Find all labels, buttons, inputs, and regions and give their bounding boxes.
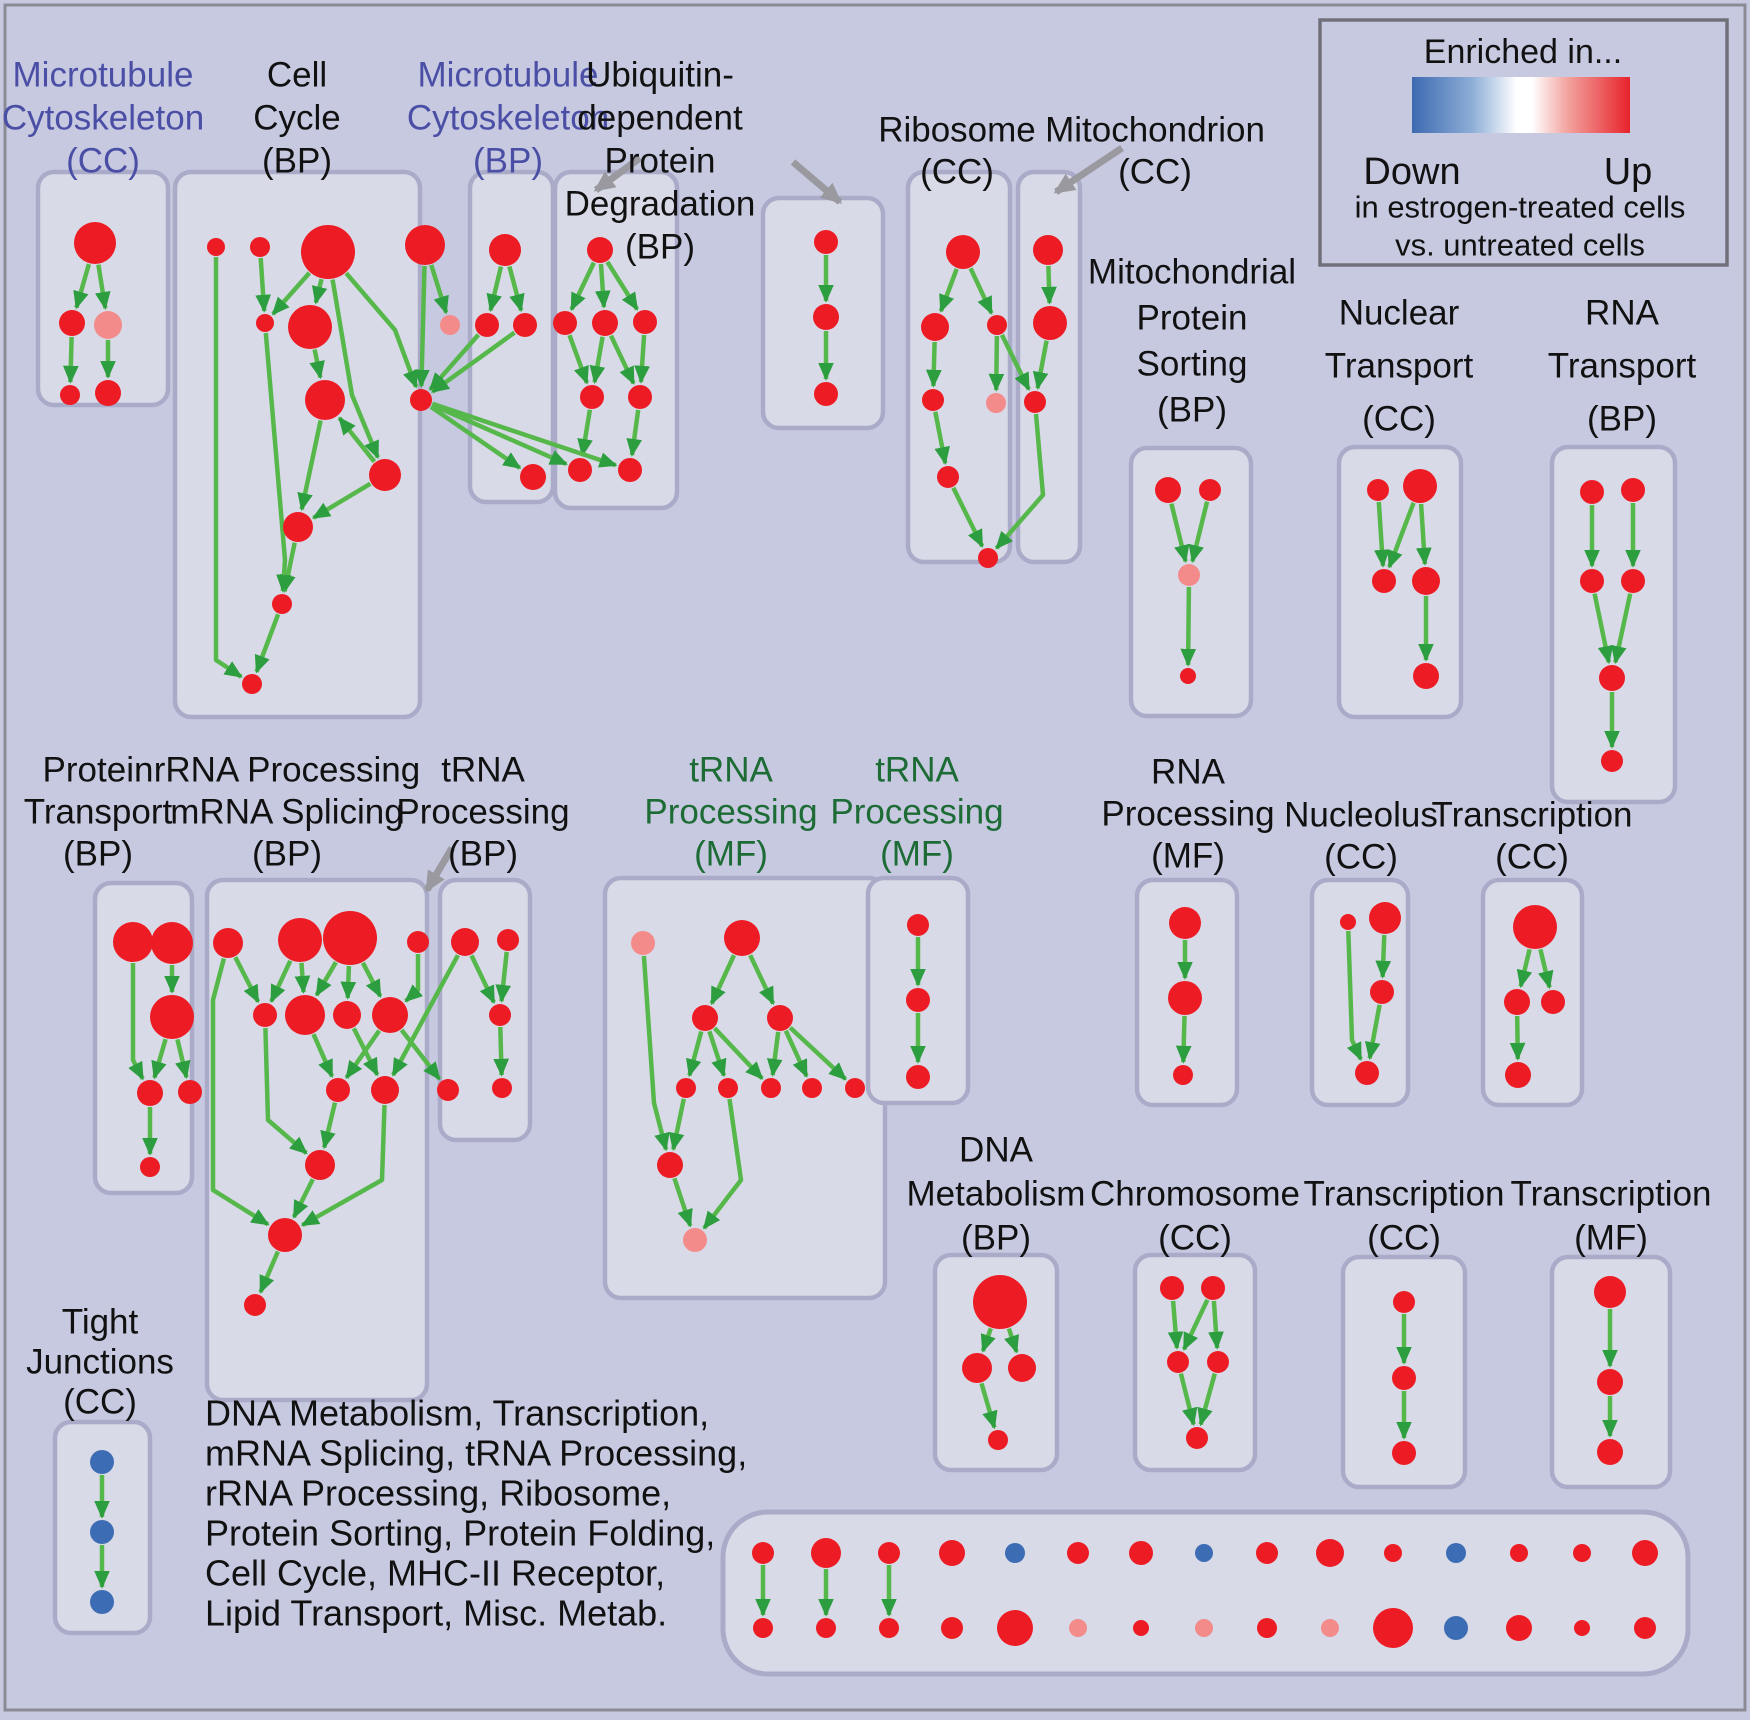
legend-color-gradient-bar — [1412, 77, 1630, 133]
go-term-node-trna_mf_big-3 — [767, 1005, 793, 1031]
edge — [641, 335, 644, 382]
go-term-node-trna_mf_big-6 — [761, 1078, 781, 1098]
summary-node-bottom-6 — [1133, 1620, 1149, 1636]
go-term-node-ubi_narrow-0 — [814, 230, 838, 254]
misc-category-list-line: DNA Metabolism, Transcription, — [205, 1392, 710, 1434]
edge — [1183, 1016, 1184, 1062]
summary-node-top-8 — [1256, 1542, 1278, 1564]
go-term-node-rna_transport-2 — [1580, 569, 1604, 593]
cluster-label-rna_processing_mf: RNA — [1151, 752, 1225, 792]
go-term-node-trna_mf_big-4 — [676, 1078, 696, 1098]
cluster-label-ubi_wide: dependent — [577, 98, 743, 138]
edge — [1517, 1016, 1518, 1059]
go-term-node-mt_bp-1 — [475, 313, 499, 337]
summary-node-bottom-14 — [1634, 1617, 1656, 1639]
cluster-label-rna_transport: RNA — [1585, 293, 1659, 333]
go-term-node-ribosome-6 — [978, 548, 998, 568]
cluster-label-ubi_wide: Protein — [604, 141, 716, 181]
go-term-node-ubi_wide-2 — [592, 310, 618, 336]
go-term-node-ubi_wide-7 — [618, 458, 642, 482]
go-term-node-chromosome-1 — [1201, 1276, 1225, 1300]
cluster-label-rna_transport: Transport — [1547, 346, 1697, 386]
cluster-label-mps: Protein — [1136, 298, 1248, 338]
go-term-node-ubi_wide-1 — [553, 311, 577, 335]
go-term-node-cell_cycle-2 — [301, 225, 355, 279]
cluster-label-nucleolus: Nucleolus — [1284, 795, 1438, 835]
go-term-node-cell_cycle-11 — [272, 594, 292, 614]
edge — [996, 336, 997, 390]
legend-caption-line2: vs. untreated cells — [1395, 227, 1645, 263]
cluster-label-trna_mf_big: Processing — [644, 792, 818, 832]
go-term-node-mitochondrion-1 — [1033, 306, 1067, 340]
go-term-node-trna_mf_big-9 — [657, 1152, 683, 1178]
edge — [601, 264, 604, 307]
go-term-node-mt_bp-3 — [520, 464, 546, 490]
go-term-node-rrna-11 — [268, 1218, 302, 1252]
go-term-node-ubi_wide-4 — [580, 385, 604, 409]
go-term-node-transcription_cc1-0 — [1513, 905, 1557, 949]
go-term-node-rna_processing_mf-2 — [1173, 1065, 1193, 1085]
cluster-label-ubi_wide: Ubiquitin- — [586, 55, 734, 95]
summary-node-bottom-7 — [1195, 1619, 1213, 1637]
go-term-node-ubi_wide-5 — [628, 385, 652, 409]
summary-node-top-3 — [939, 1540, 965, 1566]
summary-node-top-14 — [1632, 1540, 1658, 1566]
go-term-node-rna_transport-4 — [1599, 665, 1625, 691]
go-term-node-trna_bp-3 — [437, 1079, 459, 1101]
go-term-node-rrna-1 — [278, 918, 322, 962]
go-term-node-trna_mf_big-7 — [802, 1078, 822, 1098]
summary-node-bottom-1 — [816, 1618, 836, 1638]
cluster-label-protein_transport: Protein — [42, 750, 154, 790]
cluster-label-dna_metabolism: (BP) — [961, 1218, 1031, 1258]
cluster-label-tight_junctions: Junctions — [26, 1342, 174, 1382]
go-term-node-protein_transport-4 — [178, 1080, 202, 1104]
edge — [302, 963, 304, 992]
go-term-node-cell_cycle-0 — [207, 238, 225, 256]
go-term-node-trna_bp-0 — [451, 928, 479, 956]
cluster-box-rna_transport — [1552, 447, 1675, 802]
go-term-node-tight_junctions-1 — [90, 1520, 114, 1544]
go-term-node-mt_cc-4 — [95, 380, 121, 406]
go-term-node-transcription_cc2-1 — [1392, 1366, 1416, 1390]
go-term-node-transcription_cc2-2 — [1392, 1441, 1416, 1465]
summary-node-top-0 — [752, 1542, 774, 1564]
cluster-label-rna_processing_mf: (MF) — [1151, 836, 1225, 876]
edge — [1383, 935, 1385, 977]
go-term-node-mt_bp-2 — [513, 313, 537, 337]
go-term-node-protein_transport-5 — [140, 1157, 160, 1177]
go-term-node-transcription_cc1-3 — [1505, 1062, 1531, 1088]
go-term-node-rna_processing_mf-1 — [1168, 981, 1202, 1015]
go-term-node-ubi_narrow-1 — [813, 304, 839, 330]
cluster-label-rrna: mRNA Splicing — [170, 792, 404, 832]
go-term-node-cell_cycle-12 — [242, 674, 262, 694]
legend-title: Enriched in... — [1423, 33, 1623, 71]
cluster-label-trna_bp: tRNA — [441, 750, 525, 790]
go-term-node-cell_cycle-3 — [405, 225, 445, 265]
cluster-box-rrna — [207, 880, 427, 1400]
go-term-node-trna_mf_big-2 — [692, 1005, 718, 1031]
misc-category-list-line: Lipid Transport, Misc. Metab. — [205, 1592, 668, 1634]
go-term-node-ribosome-4 — [986, 393, 1006, 413]
legend-down-label: Down — [1363, 151, 1461, 193]
go-term-node-transcription_mf-1 — [1597, 1369, 1623, 1395]
go-term-node-ubi_narrow-2 — [814, 382, 838, 406]
go-term-node-nuclear_transport-3 — [1412, 567, 1440, 595]
go-term-node-mt_cc-1 — [59, 310, 85, 336]
go-term-node-rna_transport-3 — [1621, 569, 1645, 593]
cluster-box-mitochondrion — [1018, 172, 1080, 562]
cluster-label-trna_mf_big: (MF) — [694, 834, 768, 874]
go-term-node-ubi_wide-6 — [568, 458, 592, 482]
go-term-node-trna_mf_big-5 — [718, 1078, 738, 1098]
cluster-label-chromosome: (CC) — [1158, 1218, 1232, 1258]
go-term-node-transcription_cc1-1 — [1504, 989, 1530, 1015]
edge — [500, 1027, 501, 1075]
cluster-label-trna_mf_big: tRNA — [689, 750, 773, 790]
go-term-node-mps-3 — [1180, 668, 1196, 684]
cluster-label-mt_bp: (BP) — [473, 141, 543, 181]
cluster-label-cell_cycle: (BP) — [262, 141, 332, 181]
go-term-node-trna_bp-1 — [497, 929, 519, 951]
go-term-node-ribosome-0 — [946, 235, 980, 269]
summary-node-bottom-8 — [1257, 1618, 1277, 1638]
summary-node-bottom-11 — [1444, 1616, 1468, 1640]
summary-node-bottom-3 — [941, 1617, 963, 1639]
go-term-node-rrna-2 — [323, 911, 377, 965]
go-term-node-rrna-9 — [371, 1076, 399, 1104]
go-term-node-rna_transport-5 — [1601, 750, 1623, 772]
cluster-label-dna_metabolism: Metabolism — [906, 1174, 1086, 1214]
go-term-node-trna_mf_small-0 — [907, 914, 929, 936]
legend-up-label: Up — [1603, 151, 1653, 193]
go-term-node-protein_transport-1 — [151, 922, 193, 964]
cluster-label-rna_transport: (BP) — [1587, 399, 1657, 439]
go-term-node-dna_metabolism-0 — [973, 1275, 1027, 1329]
cluster-label-nuclear_transport: Transport — [1324, 346, 1474, 386]
go-term-node-tight_junctions-2 — [90, 1590, 114, 1614]
legend-caption-line1: in estrogen-treated cells — [1354, 189, 1686, 225]
cluster-label-rna_processing_mf: Processing — [1101, 794, 1275, 834]
go-term-node-tight_junctions-0 — [90, 1450, 114, 1474]
cluster-label-transcription_cc1: Transcription — [1431, 795, 1633, 835]
edge — [933, 342, 934, 386]
cluster-label-mt_bp: Microtubule — [417, 55, 599, 95]
go-term-node-trna_mf_big-8 — [845, 1078, 865, 1098]
edge — [421, 266, 424, 386]
summary-node-top-10 — [1384, 1544, 1402, 1562]
go-term-node-rrna-4 — [253, 1003, 277, 1027]
misc-summary-box — [723, 1512, 1688, 1674]
go-term-node-cell_cycle-10 — [283, 512, 313, 542]
cluster-box-nuclear_transport — [1339, 447, 1461, 717]
cluster-label-transcription_mf: Transcription — [1510, 1174, 1712, 1214]
go-term-node-nuclear_transport-0 — [1367, 479, 1389, 501]
cluster-label-nuclear_transport: Nuclear — [1338, 293, 1460, 333]
go-term-node-cell_cycle-7 — [305, 380, 345, 420]
cluster-label-chromosome: Chromosome — [1089, 1174, 1301, 1214]
go-term-node-transcription_mf-0 — [1594, 1276, 1626, 1308]
go-term-node-nuclear_transport-1 — [1403, 469, 1437, 503]
go-term-node-rna_processing_mf-0 — [1169, 907, 1201, 939]
cluster-label-transcription_cc1: (CC) — [1495, 837, 1569, 877]
go-term-node-rrna-12 — [244, 1294, 266, 1316]
cluster-label-transcription_mf: (MF) — [1574, 1218, 1648, 1258]
go-term-node-dna_metabolism-3 — [988, 1430, 1008, 1450]
summary-node-top-2 — [878, 1542, 900, 1564]
go-term-node-chromosome-2 — [1167, 1351, 1189, 1373]
cluster-label-ubi_wide: Degradation — [564, 184, 756, 224]
go-term-node-mps-0 — [1155, 477, 1181, 503]
summary-node-top-13 — [1573, 1544, 1591, 1562]
summary-node-top-6 — [1129, 1541, 1153, 1565]
cluster-label-nucleolus: (CC) — [1324, 837, 1398, 877]
go-term-node-nucleolus-3 — [1355, 1061, 1379, 1085]
go-term-node-chromosome-4 — [1186, 1427, 1208, 1449]
go-term-node-protein_transport-3 — [137, 1080, 163, 1106]
go-term-node-cell_cycle-6 — [440, 315, 460, 335]
cluster-label-ribosome: Ribosome — [878, 110, 1036, 150]
misc-category-list-line: Protein Sorting, Protein Folding, — [205, 1512, 716, 1554]
go-term-node-rna_transport-0 — [1580, 480, 1604, 504]
misc-category-list-line: mRNA Splicing, tRNA Processing, — [205, 1432, 748, 1474]
go-term-node-ribosome-5 — [937, 466, 959, 488]
cluster-label-trna_mf_small: tRNA — [875, 750, 959, 790]
go-term-node-mt_cc-0 — [74, 222, 116, 264]
summary-node-top-11 — [1446, 1543, 1466, 1563]
go-term-node-rrna-7 — [372, 997, 408, 1033]
summary-node-top-4 — [1005, 1543, 1025, 1563]
cluster-label-cell_cycle: Cell — [266, 55, 328, 95]
go-term-node-cell_cycle-4 — [256, 314, 274, 332]
go-term-node-ubi_wide-3 — [633, 310, 657, 334]
go-term-node-trna_bp-2 — [489, 1004, 511, 1026]
cluster-label-nuclear_transport: (CC) — [1362, 399, 1436, 439]
cluster-label-mps: Mitochondrial — [1087, 252, 1297, 292]
summary-node-top-9 — [1316, 1539, 1344, 1567]
go-term-node-nuclear_transport-2 — [1372, 569, 1396, 593]
summary-node-bottom-4 — [997, 1610, 1033, 1646]
go-term-node-ribosome-3 — [922, 389, 944, 411]
cluster-label-transcription_cc2: (CC) — [1367, 1218, 1441, 1258]
summary-node-bottom-2 — [879, 1618, 899, 1638]
go-term-node-protein_transport-2 — [150, 995, 194, 1039]
summary-node-bottom-9 — [1321, 1619, 1339, 1637]
go-term-node-ribosome-2 — [987, 315, 1007, 335]
go-term-node-trna_mf_small-2 — [906, 1065, 930, 1089]
cluster-label-protein_transport: Transport — [23, 792, 173, 832]
cluster-label-mitochondrion: Mitochondrion — [1045, 110, 1265, 150]
go-term-node-dna_metabolism-2 — [1008, 1354, 1036, 1382]
summary-node-bottom-10 — [1373, 1608, 1413, 1648]
go-term-node-nuclear_transport-4 — [1413, 663, 1439, 689]
go-term-node-mps-1 — [1199, 479, 1221, 501]
cluster-label-mt_cc: (CC) — [66, 141, 140, 181]
go-term-node-mt_cc-3 — [60, 385, 80, 405]
go-term-node-nucleolus-2 — [1370, 980, 1394, 1004]
go-term-node-trna_mf_big-1 — [724, 920, 760, 956]
go-term-node-trna_bp-4 — [492, 1078, 512, 1098]
cluster-label-rrna: (BP) — [252, 834, 322, 874]
go-term-node-trna_mf_small-1 — [906, 988, 930, 1012]
cluster-label-mps: (BP) — [1157, 390, 1227, 430]
go-term-node-cell_cycle-9 — [369, 459, 401, 491]
go-term-node-cell_cycle-1 — [250, 237, 270, 257]
edge — [1214, 1301, 1217, 1348]
cluster-label-cell_cycle: Cycle — [253, 98, 341, 138]
cluster-label-trna_mf_small: (MF) — [880, 834, 954, 874]
go-term-node-trna_mf_big-10 — [683, 1228, 707, 1252]
edge — [70, 337, 71, 382]
go-term-node-mitochondrion-0 — [1033, 235, 1063, 265]
cluster-label-protein_transport: (BP) — [63, 834, 133, 874]
cluster-box-trna_bp — [440, 880, 530, 1140]
go-term-node-nucleolus-1 — [1369, 902, 1401, 934]
summary-node-bottom-0 — [753, 1618, 773, 1638]
cluster-label-rrna: rRNA Processing — [153, 750, 421, 790]
summary-node-bottom-5 — [1069, 1619, 1087, 1637]
summary-node-top-1 — [811, 1538, 841, 1568]
go-term-node-transcription_cc1-2 — [1541, 990, 1565, 1014]
go-term-node-ribosome-1 — [921, 313, 949, 341]
go-term-node-dna_metabolism-1 — [962, 1353, 992, 1383]
go-term-node-mitochondrion-2 — [1024, 391, 1046, 413]
summary-node-top-7 — [1195, 1544, 1213, 1562]
go-term-node-transcription_cc2-0 — [1393, 1291, 1415, 1313]
go-term-node-rrna-3 — [407, 931, 429, 953]
go-term-node-rrna-6 — [333, 1001, 361, 1029]
misc-category-list-line: rRNA Processing, Ribosome, — [205, 1472, 672, 1514]
cluster-label-tight_junctions: (CC) — [63, 1382, 137, 1422]
summary-node-top-12 — [1510, 1544, 1528, 1562]
go-term-node-ubi_wide-0 — [587, 237, 613, 263]
go-term-node-rna_transport-1 — [1621, 478, 1645, 502]
go-term-node-mt_cc-2 — [94, 311, 122, 339]
cluster-label-trna_bp: Processing — [396, 792, 570, 832]
cluster-label-mitochondrion: (CC) — [1118, 152, 1192, 192]
go-term-node-chromosome-0 — [1160, 1276, 1184, 1300]
go-term-node-protein_transport-0 — [113, 922, 153, 962]
edge — [1188, 587, 1189, 665]
cluster-label-ubi_wide: (BP) — [625, 227, 695, 267]
go-term-node-chromosome-3 — [1207, 1351, 1229, 1373]
cluster-label-mt_cc: Microtubule — [12, 55, 194, 95]
go-term-node-transcription_mf-2 — [1597, 1439, 1623, 1465]
cluster-label-mps: Sorting — [1136, 344, 1248, 384]
go-term-node-rrna-0 — [213, 928, 243, 958]
go-term-node-cell_cycle-5 — [288, 305, 332, 349]
go-term-node-nucleolus-0 — [1340, 914, 1356, 930]
summary-node-bottom-13 — [1574, 1620, 1590, 1636]
cluster-label-tight_junctions: Tight — [61, 1302, 139, 1342]
cluster-label-mt_cc: Cytoskeleton — [1, 98, 205, 138]
cluster-label-mt_bp: Cytoskeleton — [406, 98, 610, 138]
summary-node-bottom-12 — [1506, 1615, 1532, 1641]
cluster-label-trna_bp: (BP) — [448, 834, 518, 874]
go-term-node-cell_cycle-8 — [410, 389, 432, 411]
go-term-node-rrna-10 — [305, 1150, 335, 1180]
cluster-label-trna_mf_small: Processing — [830, 792, 1004, 832]
cluster-label-transcription_cc2: Transcription — [1303, 1174, 1505, 1214]
edge — [1048, 266, 1049, 303]
go-term-node-trna_mf_big-0 — [631, 931, 655, 955]
summary-node-top-5 — [1067, 1542, 1089, 1564]
go-term-node-rrna-5 — [285, 995, 325, 1035]
cluster-label-dna_metabolism: DNA — [959, 1130, 1033, 1170]
go-term-node-rrna-8 — [326, 1078, 350, 1102]
go-term-node-mps-2 — [1178, 564, 1200, 586]
misc-category-list-line: Cell Cycle, MHC-II Receptor, — [205, 1552, 666, 1594]
go-term-node-mt_bp-0 — [489, 234, 521, 266]
cluster-label-ribosome: (CC) — [920, 152, 994, 192]
edge — [348, 966, 349, 998]
